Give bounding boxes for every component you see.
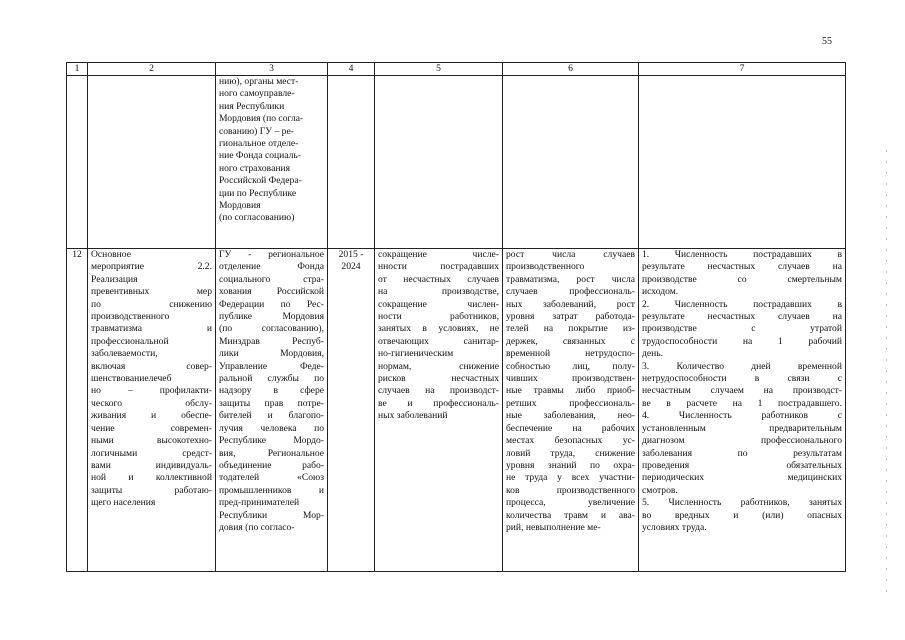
executors-text <box>219 249 324 534</box>
text-line: Управление Феде- <box>219 360 324 372</box>
text-line: уровня затрат работода- <box>506 311 635 323</box>
text-line: ные заболевания, нео- <box>506 410 635 422</box>
text-line: ные травмы либо приоб- <box>506 385 635 397</box>
text-line: рисков несчастных <box>378 373 499 385</box>
text-line: хования Российской <box>219 286 324 298</box>
text-line: по снижению <box>91 298 212 310</box>
text-line: защиты работаю- <box>91 484 212 496</box>
text-line: результате несчастных случаев на <box>642 261 842 273</box>
text-line: 2024 <box>341 261 361 273</box>
text-line: ловий труда, снижение <box>506 447 635 459</box>
col-number-6: 6 <box>503 63 639 76</box>
executors-cell <box>216 249 328 572</box>
text-line: но-гигиеническим <box>378 348 454 360</box>
text-line: травматизма и <box>91 323 212 335</box>
text-line: нормам, снижение <box>378 360 499 372</box>
text-line: гиональное отделе- <box>219 138 299 150</box>
text-line: диагнозом профессионального <box>642 435 842 447</box>
text-line: 2015 - <box>338 249 364 260</box>
text-line: беспечение на рабочих <box>506 422 635 434</box>
text-line: довия (по согласо- <box>219 521 295 533</box>
text-line: Основное <box>91 249 131 260</box>
text-line: ков производственного <box>506 484 635 496</box>
text-line: Минздрав Респуб- <box>219 335 324 347</box>
text-line: ве и профессиональ- <box>378 397 499 409</box>
text-line: производственного <box>91 311 170 323</box>
program-table <box>66 62 846 572</box>
text-line: держек, связанных с <box>506 335 635 347</box>
text-line: сованию) ГУ – ре- <box>219 125 294 137</box>
table-row <box>67 249 846 572</box>
text-line: производственного <box>506 261 585 273</box>
text-line: несчастным случаем на производст- <box>642 385 842 397</box>
col-number-3: 3 <box>216 63 328 76</box>
text-line: ной и коллективной <box>91 472 212 484</box>
text-line: вия, Региональное <box>219 447 324 459</box>
text-line: щего населения <box>91 497 156 509</box>
text-line: публике Мордовия <box>219 311 324 323</box>
text-line: объединение рабо- <box>219 459 324 471</box>
text-line: ние Фонда социаль- <box>219 150 301 162</box>
text-line: не труда у всех участни- <box>506 472 635 484</box>
text-line: Республики Мор- <box>219 509 324 521</box>
text-line: телей на покрытие из- <box>506 323 635 335</box>
expected-result-text <box>378 249 499 423</box>
text-line: ческого обслу- <box>91 397 212 409</box>
row-number: 12 <box>67 249 88 572</box>
text-line: условиях труда. <box>642 521 707 533</box>
text-line: логичными средст- <box>91 447 212 459</box>
indicators-cell <box>639 249 846 572</box>
page-number: 55 <box>822 36 832 47</box>
text-line: Федерации по Рес- <box>219 298 324 310</box>
text-line: день. <box>642 348 664 360</box>
cont-executors-text <box>219 76 324 225</box>
text-line: ции по Республике <box>219 187 297 199</box>
period-text <box>331 249 371 274</box>
text-line: пред-принимателей <box>219 497 300 509</box>
text-line: установленным предварительным <box>642 422 842 434</box>
text-line: Республике Мордо- <box>219 435 324 447</box>
text-line: проведения обязательных <box>642 459 842 471</box>
text-line: сокращение числен- <box>378 298 499 310</box>
period-cell <box>328 249 375 572</box>
consequences-cell <box>503 249 639 572</box>
text-line: Российской Федера- <box>219 175 302 187</box>
scan-edge-marks <box>886 0 887 640</box>
text-line: случаев на производст- <box>378 385 499 397</box>
text-line: (по согласованию), <box>219 323 324 335</box>
col-number-1: 1 <box>67 63 88 76</box>
text-line: процесса, увеличение <box>506 497 635 509</box>
cont-col-1 <box>67 76 88 249</box>
text-line: заболеваемости, <box>91 348 158 360</box>
text-line: 4. Численность работников с <box>642 410 842 422</box>
text-line: нетрудоспособности в связи с <box>642 373 842 385</box>
text-line: трудоспособности на 1 рабочий <box>642 335 842 347</box>
text-line: периодических медицинских <box>642 472 842 484</box>
cont-col-7 <box>639 76 846 249</box>
text-line: во вредных и (или) опасных <box>642 509 842 521</box>
text-line: отделение Фонда <box>219 261 324 273</box>
text-line: живания и обеспе- <box>91 410 212 422</box>
text-line: временной нетрудоспо- <box>506 348 635 360</box>
text-line: лики Мордовия, <box>219 348 324 360</box>
text-line: на производстве, <box>378 286 499 298</box>
expected-result-cell <box>375 249 503 572</box>
text-line: травматизма, рост числа <box>506 273 635 285</box>
text-line: бителей и благопо- <box>219 410 324 422</box>
text-line: лучия человека по <box>219 422 324 434</box>
text-line: 3. Количество дней временной <box>642 360 842 372</box>
text-line: смотров. <box>642 484 678 496</box>
col-number-4: 4 <box>328 63 375 76</box>
text-line: ного самоуправле- <box>219 88 295 100</box>
indicators-text <box>642 249 842 534</box>
text-line: рост числа случаев <box>506 249 635 260</box>
text-line: рий, невыполнение ме- <box>506 521 601 533</box>
text-line: промышленников и <box>219 484 324 496</box>
text-line: ретших профессиональ- <box>506 397 635 409</box>
text-line: превентивных мер <box>91 286 212 298</box>
text-line: заболевания по результатам <box>642 447 842 459</box>
text-line: социального стра- <box>219 273 324 285</box>
cont-col-2 <box>88 76 216 249</box>
text-line: ГУ - региональное <box>219 249 324 260</box>
consequences-text <box>506 249 635 534</box>
text-line: (по согласованию) <box>219 212 295 224</box>
text-line: ными высокотехно- <box>91 435 212 447</box>
text-line: тодателей «Союз <box>219 472 324 484</box>
column-number-row <box>67 63 846 76</box>
text-line: ных заболеваний, рост <box>506 298 635 310</box>
text-line: шенствованиелечеб <box>91 373 172 385</box>
text-line: ве в расчете на 1 пострадавшего. <box>642 397 842 409</box>
text-line: количества травм и ава- <box>506 509 635 521</box>
text-line: ности работников, <box>378 311 499 323</box>
measure-text <box>91 249 212 510</box>
text-line: 2. Численность пострадавших в <box>642 298 842 310</box>
text-line: исходом. <box>642 286 679 298</box>
col-number-5: 5 <box>375 63 503 76</box>
text-line: ных заболеваний <box>378 410 448 422</box>
text-line: уровня знаний по охра- <box>506 459 635 471</box>
text-line: но – профилакти- <box>91 385 212 397</box>
text-line: нности пострадавших <box>378 261 499 273</box>
text-line: защиты прав потре- <box>219 397 324 409</box>
text-line: чивших производствен- <box>506 373 635 385</box>
col-number-2: 2 <box>88 63 216 76</box>
col-number-7: 7 <box>639 63 846 76</box>
text-line: Реализация <box>91 273 138 285</box>
text-line: ния Республики <box>219 100 285 112</box>
text-line: производстве с утратой <box>642 323 842 335</box>
cont-col-6 <box>503 76 639 249</box>
text-line: включая совер- <box>91 360 212 372</box>
text-line: случаев профессиональ- <box>506 286 635 298</box>
text-line: Мордовия (по согла- <box>219 113 304 125</box>
text-line: мероприятие 2.2. <box>91 261 212 273</box>
text-line: 5. Численность работников, занятых <box>642 497 842 509</box>
text-line: результате несчастных случаев на <box>642 311 842 323</box>
text-line: вами индивидуаль- <box>91 459 212 471</box>
text-line: ральной службы по <box>219 373 324 385</box>
cont-col-5 <box>375 76 503 249</box>
continuation-row <box>67 76 846 249</box>
text-line: сокращение числе- <box>378 249 499 260</box>
text-line: занятых в условиях, не <box>378 323 499 335</box>
text-line: отвечающих санитар- <box>378 335 499 347</box>
measure-cell <box>88 249 216 572</box>
text-line: местах безопасных ус- <box>506 435 635 447</box>
text-line: нию), органы мест- <box>219 76 299 87</box>
text-line: ного страхования <box>219 162 291 174</box>
text-line: профессиональной <box>91 335 169 347</box>
cont-col-3 <box>216 76 328 249</box>
text-line: Мордовия <box>219 200 261 212</box>
text-line: собностью лиц, полу- <box>506 360 635 372</box>
text-line: 1. Численность пострадавших в <box>642 249 842 260</box>
text-line: производстве со смертельным <box>642 273 842 285</box>
text-line: надзору в сфере <box>219 385 324 397</box>
cont-col-4 <box>328 76 375 249</box>
text-line: от несчастных случаев <box>378 273 499 285</box>
text-line: чение современ- <box>91 422 212 434</box>
